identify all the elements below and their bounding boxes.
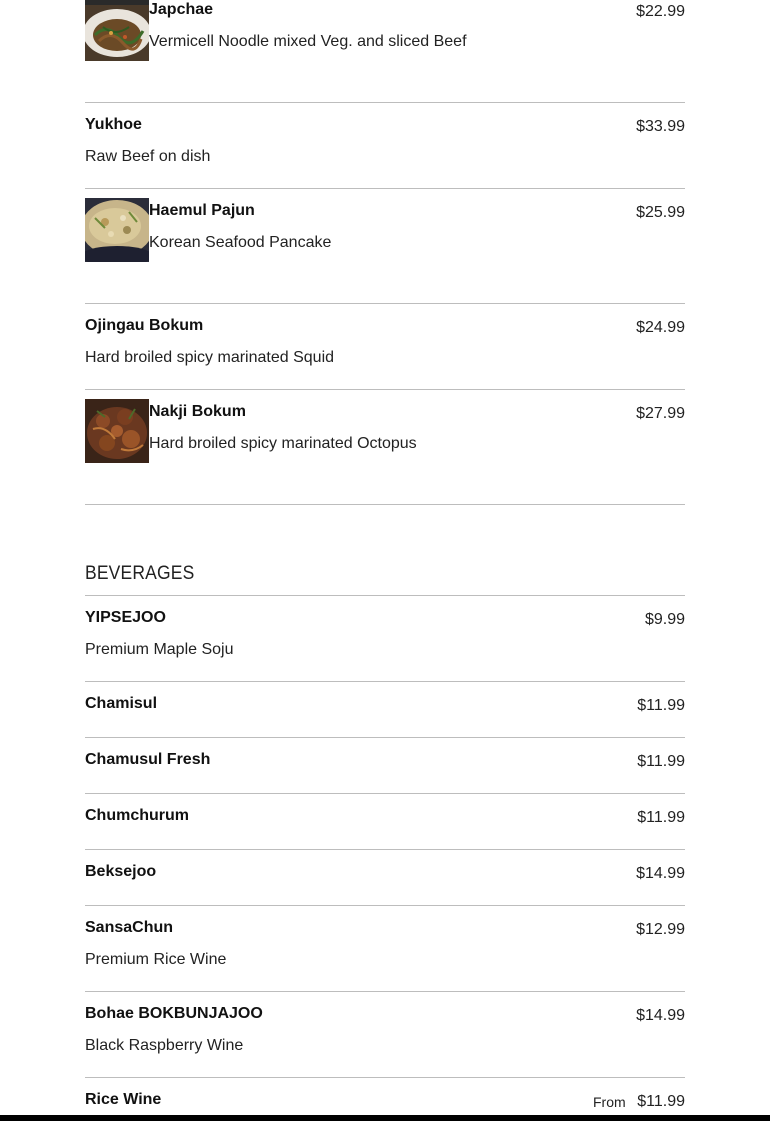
item-price: $22.99 <box>636 3 685 20</box>
divider <box>85 905 685 906</box>
divider <box>85 849 685 850</box>
item-name: YIPSEJOO <box>85 609 166 626</box>
item-price: $9.99 <box>644 611 685 628</box>
item-name: SansaChun <box>85 919 174 936</box>
item-name: Yukhoe <box>85 116 142 133</box>
divider <box>85 681 685 682</box>
section-title-beverages: BEVERAGES <box>85 563 195 584</box>
divider <box>85 595 685 596</box>
item-name: Rice Wine <box>85 1091 162 1108</box>
item-name: Bohae BOKBUNJAJOO <box>85 1005 263 1022</box>
item-price: $24.99 <box>636 319 685 336</box>
item-description: Premium Maple Soju <box>85 641 234 658</box>
item-name: Nakji Bokum <box>149 403 246 420</box>
item-description: Premium Rice Wine <box>85 951 227 968</box>
japchae-photo[interactable] <box>85 0 149 61</box>
item-price: $11.99 <box>637 1093 685 1110</box>
item-price: $27.99 <box>636 405 685 422</box>
divider <box>85 504 685 505</box>
divider <box>85 102 685 103</box>
divider <box>85 737 685 738</box>
divider <box>85 303 685 304</box>
divider <box>85 389 685 390</box>
item-name: Chamusul Fresh <box>85 751 211 768</box>
price-prefix: From <box>593 1094 626 1110</box>
item-name: Chumchurum <box>85 807 189 824</box>
divider <box>85 793 685 794</box>
item-price: $33.99 <box>636 118 685 135</box>
item-price: $14.99 <box>636 865 685 882</box>
item-description: Raw Beef on dish <box>85 148 211 165</box>
octopus-photo[interactable] <box>85 399 149 463</box>
divider <box>85 991 685 992</box>
item-name: Ojingau Bokum <box>85 317 204 334</box>
item-description: Black Raspberry Wine <box>85 1037 244 1054</box>
item-description: Hard broiled spicy marinated Squid <box>85 349 335 366</box>
item-name: Chamisul <box>85 695 158 712</box>
bottom-bar <box>0 1115 770 1121</box>
item-name: Beksejoo <box>85 863 157 880</box>
item-price: $11.99 <box>637 753 685 770</box>
item-price: $11.99 <box>637 697 685 714</box>
item-description: Korean Seafood Pancake <box>149 234 332 251</box>
divider <box>85 188 685 189</box>
item-price: $12.99 <box>636 921 685 938</box>
item-name: Haemul Pajun <box>149 202 255 219</box>
item-description: Vermicell Noodle mixed Veg. and sliced Beef <box>149 33 467 50</box>
item-price: $11.99 <box>637 809 685 826</box>
item-description: Hard broiled spicy marinated Octopus <box>149 435 417 452</box>
item-name: Japchae <box>149 1 214 18</box>
pajun-photo[interactable] <box>85 198 149 262</box>
item-price: $14.99 <box>636 1007 685 1024</box>
divider <box>85 1077 685 1078</box>
item-price: $25.99 <box>636 204 685 221</box>
